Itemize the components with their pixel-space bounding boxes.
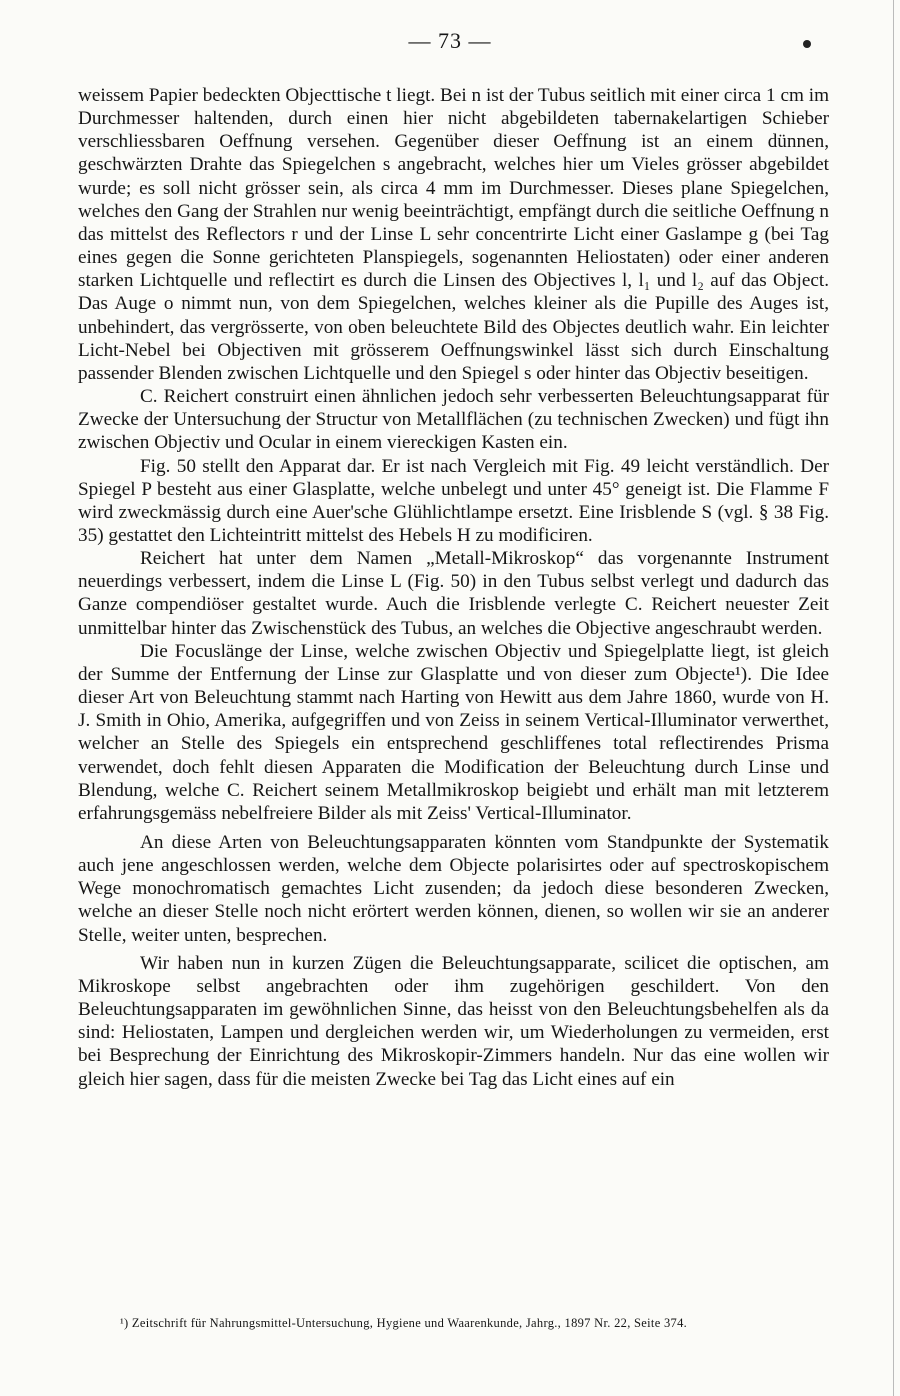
paragraph: Reichert hat unter dem Namen „Metall-Mikroskop“ das vorgenannte Instrument neuerdings verbessert, indem die Linse L (Fig. 50) in den Tubus selbst verlegt und dadurch das Ganze compendiöser gestaltet wurde. Auch die Irisblende verlegte C. Reichert neuester Zeit unmittelbar hinter das Zwischenstück des Tubus, an welches die Objective angeschraubt werden. bbox=[78, 548, 829, 639]
paragraph: Wir haben nun in kurzen Zügen die Beleuchtungsapparate, scilicet die optischen, am Mikroskope selbst angebrachten oder ihm zugehörigen geschildert. Von den Beleuchtungsapparaten im gewöhnlichen Sinne, das heisst von den Beleuchtungsbehelfen als da sind: Heliostaten, Lampen und dergleichen werden wir, um Wiederholungen zu vermeiden, erst bei Besprechung der Einrichtung des Mikroskopir-Zimmers handeln. Nur das eine wollen wir gleich hier sagen, dass für die meisten Zwecke bei Tag das Licht eines auf ein bbox=[78, 952, 829, 1090]
paragraph: An diese Arten von Beleuchtungsapparaten könnten vom Standpunkte der Systematik auch jene angeschlossen werden, welche dem Objecte polarisirtes oder auf spectroskopischem Wege monochromatisch gemachtes Licht zusenden; da jedoch diese besonderen Zwecken, welche an dieser Stelle noch nicht erörtert werden können, dienen, so wollen wir sie an anderer Stelle, weiter unten, besprechen. bbox=[78, 832, 829, 946]
paragraph: Fig. 50 stellt den Apparat dar. Er ist nach Vergleich mit Fig. 49 leicht verständlich. Der Spiegel P besteht aus einer Glasplatte, welche unbelegt und unter 45° geneigt ist. Die Flamme F wird zweckmässig durch eine Auer'sche Glühlichtlampe ersetzt. Eine Irisblende S (vgl. § 38 Fig. 35) gestattet den Lichteintritt mittelst des Hebels H zu modificiren. bbox=[78, 455, 829, 546]
paragraph: C. Reichert construirt einen ähnlichen jedoch sehr verbesserten Beleuchtungsapparat für Zwecke der Untersuchung der Structur von Metallflächen (zu technischen Zwecken) und fügt ihn zwischen Objectiv und Ocular in einem viereckigen Kasten ein. bbox=[78, 386, 829, 454]
page-number: — 73 — bbox=[408, 28, 492, 53]
paragraph: Die Focuslänge der Linse, welche zwischen Objectiv und Spiegelplatte liegt, ist gleich der Summe der Entfernung der Linse zur Glasplatte und von dieser zum Objecte¹). Die Idee dieser Art von Beleuchtung stammt nach Harting von Hewitt aus dem Jahre 1860, wurde von H. J. Smith in Ohio, Amerika, aufgegriffen und von Zeiss in seinem Vertical-Illuminator verwerthet, welcher an Stelle des Spiegels ein entsprechend geschliffenes total reflectirendes Prisma verwendet, doch fehlt diesen Apparaten die Modification der Beleuchtung durch Linse und Blendung, welche C. Reichert seinem Metallmikroskop beigiebt und erhält man mit letzterem erfahrungsgemäss nebelfreiere Bilder als mit Zeiss' Vertical-Illuminator. bbox=[78, 640, 829, 824]
body-text bbox=[78, 84, 829, 1091]
paragraph: weissem Papier bedeckten Objecttische t liegt. Bei n ist der Tubus seitlich mit einer circa 1 cm im Durchmesser haltenden, durch einen hier nicht abgebildeten tabernakelartigen Schieber verschliessbaren Oeffnung versehen. Gegenüber dieser Oeffnung ist an einem dünnen, geschwärzten Drahte das Spiegelchen s angebracht, welches hier um Vieles grösser abgebildet wurde; es soll nicht grösser sein, als circa 4 mm im Durchmesser. Dieses plane Spiegelchen, welches den Gang der Strahlen nur wenig beeinträchtigt, empfängt durch die seitliche Oeffnung n das mittelst des Reflectors r und der Linse L sehr concentrirte Licht einer Gaslampe g (bei Tag eines gegen die Sonne gerichteten Planspiegels, sogenannten Heliostaten) oder einer anderen starken Lichtquelle und reflectirt es durch die Linsen des Objectives l, l₁ und l₂ auf das Object. Das Auge o nimmt nun, von dem Spiegelchen, welches kleiner als die Pupille des Auges ist, unbehindert, das vergrösserte, von oben beleuchtete Bild des Objectes deutlich wahr. Ein leichter Licht-Nebel bei Objectiven mit grösserem Oeffnungswinkel lässt sich durch Einschaltung passender Blenden zwischen Lichtquelle und den Spiegel s oder hinter das Objectiv beseitigen. bbox=[78, 85, 829, 384]
footnote: ¹) Zeitschrift für Nahrungsmittel-Untersuchung, Hygiene und Waarenkunde, Jahrg., 1897 Nr. 22, Seite 374. bbox=[120, 1316, 688, 1330]
ink-spot bbox=[803, 40, 811, 48]
page-edge-line bbox=[893, 0, 894, 1396]
